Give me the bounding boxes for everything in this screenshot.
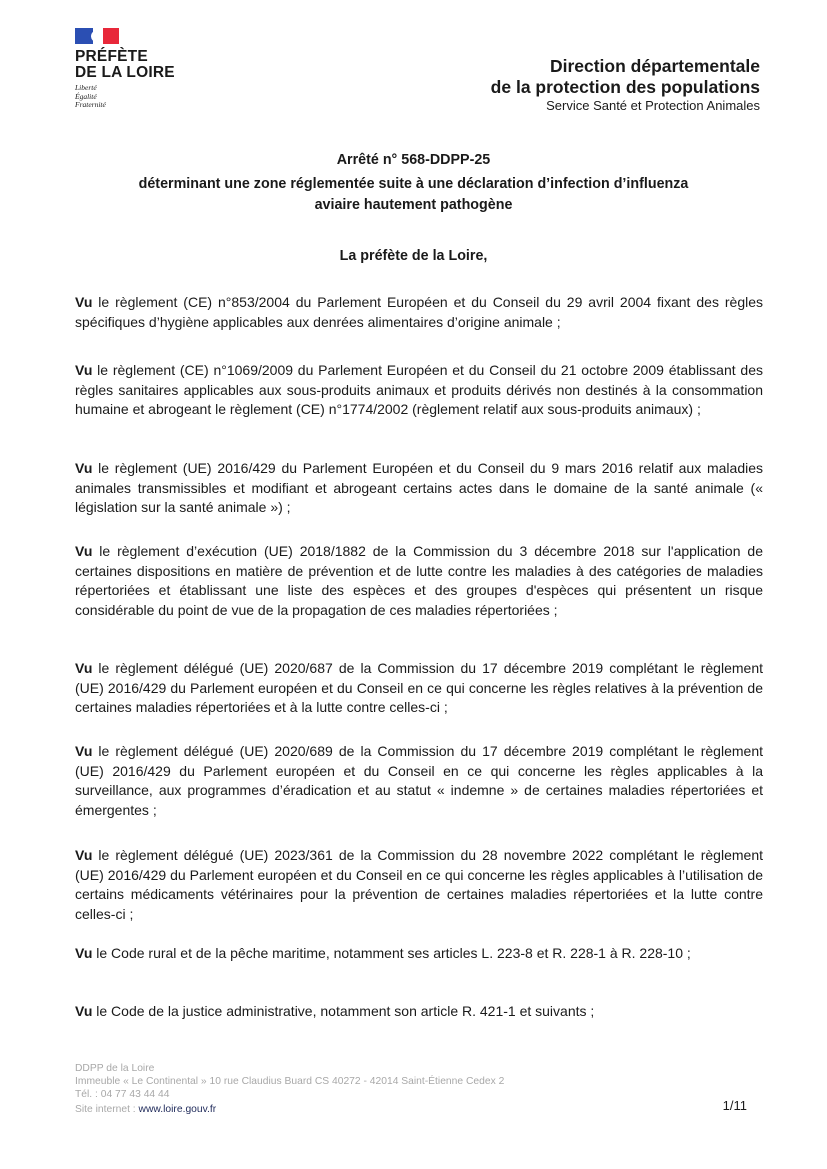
visa-paragraph: [75, 542, 763, 620]
direction-line2: de la protection des populations: [490, 77, 760, 97]
visa-text: le règlement délégué (UE) 2020/689 de la Commission du 17 décembre 2019 complétant le règlement (UE) 2016/429 du Parlement européen et du Conseil en ce qui concerne les règles applicables à la surveillance, aux programmes d’éradication et au statut « indemne » de certaines maladies répertoriées et émergentes ;: [75, 743, 763, 818]
visa-paragraph: [75, 459, 763, 518]
marianne-icon: [91, 31, 101, 42]
logo-title-line2: DE LA LOIRE: [75, 64, 175, 81]
footer-org: DDPP de la Loire: [75, 1063, 155, 1074]
page-footer: [75, 1062, 504, 1116]
visa-paragraph: [75, 1002, 763, 1022]
footer-site: [75, 1103, 504, 1116]
visa-lead: Vu: [75, 543, 93, 559]
prefecture-logo: [75, 28, 205, 110]
direction-line1: Direction départementale: [549, 56, 760, 76]
page-number: 1/11: [722, 1098, 747, 1113]
visa-text: le Code rural et de la pêche maritime, notamment ses articles L. 223-8 et R. 228-1 à R. 228-10 ;: [92, 945, 691, 961]
visa-text: le règlement (UE) 2016/429 du Parlement Européen et du Conseil du 9 mars 2016 relatif aux maladies animales transmissibles et modifiant et abrogeant certains actes dans le domaine de la santé animale (« législation sur la santé animale ») ;: [75, 460, 763, 515]
visa-lead: Vu: [75, 362, 93, 378]
visa-text: le règlement délégué (UE) 2020/687 de la Commission du 17 décembre 2019 complétant le règlement (UE) 2016/429 du Parlement européen et du Conseil en ce qui concerne les règles relatives à la prévention de certaines maladies répertoriées et à la lutte contre celles-ci ;: [75, 660, 763, 715]
republic-motto: [75, 84, 205, 110]
decree-subject-line1: déterminant une zone réglementée suite à une déclaration d’infection d’influenza: [138, 176, 689, 192]
visa-paragraph: [75, 361, 763, 420]
visa-text: le règlement (CE) n°1069/2009 du Parlement Européen et du Conseil du 21 octobre 2009 établissant des règles sanitaires applicables aux sous-produits animaux et produits dérivés non destinés à la consommation humaine et abrogeant le règlement (CE) n°1774/2002 (règlement relatif aux sous-produits animaux) ;: [75, 362, 763, 417]
issuing-department: [491, 56, 760, 114]
visa-lead: Vu: [75, 660, 93, 676]
visa-text: le Code de la justice administrative, notamment son article R. 421-1 et suivants ;: [92, 1003, 595, 1019]
visa-paragraph: [75, 846, 763, 924]
visa-text: le règlement d’exécution (UE) 2018/1882 de la Commission du 3 décembre 2018 sur l'application de certaines dispositions en matière de prévention et de lutte contre les maladies à des catégories de maladies répertoriées et établissant une liste des espèces et des groupes d'espèces qui présentent un risque considérable du point de vue de la propagation de ces maladies répertoriées ;: [75, 543, 763, 618]
service-name: Service Santé et Protection Animales: [546, 98, 760, 113]
french-flag-icon: [75, 28, 119, 44]
footer-site-label: Site internet :: [75, 1104, 139, 1115]
logo-title-line1: PRÉFÈTE: [75, 48, 148, 65]
visa-paragraph: [75, 944, 763, 964]
issuing-authority: La préfète de la Loire,: [339, 248, 488, 264]
footer-address: Immeuble « Le Continental » 10 rue Claudius Buard CS 40272 - 42014 Saint-Étienne Cedex 2: [75, 1076, 505, 1087]
visa-text: le règlement (CE) n°853/2004 du Parlement Européen et du Conseil du 29 avril 2004 fixant des règles spécifiques d’hygiène applicables aux denrées alimentaires d’origine animale ;: [75, 294, 763, 330]
visa-lead: Vu: [75, 460, 93, 476]
visa-paragraph: [75, 659, 763, 718]
visa-lead: Vu: [75, 1003, 93, 1019]
footer-phone: Tél. : 04 77 43 44 44: [75, 1089, 170, 1100]
visa-lead: Vu: [75, 945, 93, 961]
visa-lead: Vu: [75, 847, 93, 863]
motto-egalite: Égalité: [75, 91, 97, 101]
visa-paragraph: [75, 742, 763, 820]
motto-fraternite: Fraternité: [75, 100, 106, 109]
motto-liberte: Liberté: [75, 83, 97, 92]
visa-text: le règlement délégué (UE) 2023/361 de la Commission du 28 novembre 2022 complétant le règlement (UE) 2016/429 du Parlement européen et du Conseil en ce qui concerne les règles applicables à l’utilisation de certains médicaments vétérinaires pour la prévention de certaines maladies répertoriées et la lutte contre celles-ci ;: [75, 847, 763, 922]
decree-title: [0, 150, 827, 216]
visa-lead: Vu: [75, 743, 93, 759]
visa-lead: Vu: [75, 294, 93, 310]
website-link[interactable]: www.loire.gouv.fr: [138, 1104, 217, 1115]
decree-subject-line2: aviaire hautement pathogène: [314, 197, 513, 213]
visa-paragraph: [75, 293, 763, 332]
decree-number: Arrêté n° 568-DDPP-25: [336, 152, 491, 168]
